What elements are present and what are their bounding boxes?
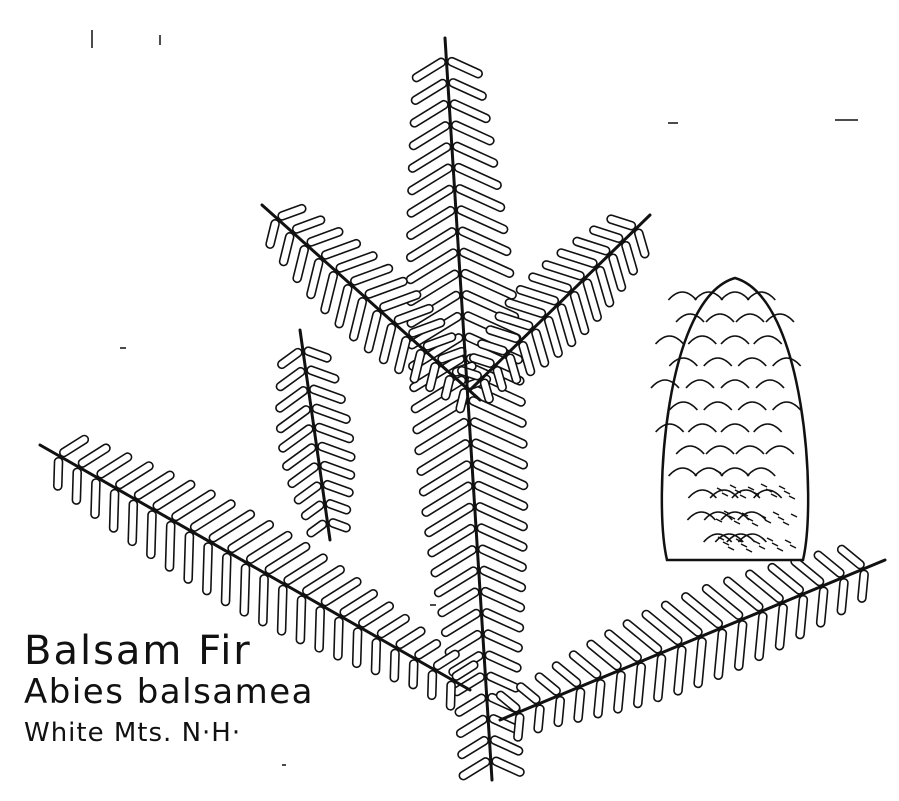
needle: [837, 578, 848, 614]
needle: [674, 646, 687, 695]
needle: [531, 328, 549, 367]
needle: [58, 434, 90, 458]
scientific-name-label: Abies balsamea: [24, 672, 315, 712]
needle: [621, 241, 638, 276]
needle: [551, 660, 582, 688]
needle: [72, 468, 81, 504]
needle: [325, 499, 352, 515]
needle: [456, 735, 489, 760]
needle: [300, 500, 325, 521]
needle: [54, 458, 63, 491]
needle: [589, 225, 624, 243]
needle: [277, 585, 286, 635]
needle: [395, 626, 427, 650]
needle: [303, 346, 332, 363]
needle: [77, 443, 112, 469]
needle: [279, 232, 295, 266]
needle: [306, 365, 340, 384]
needle: [485, 671, 521, 693]
needle: [109, 489, 118, 532]
needle: [694, 637, 707, 687]
needle: [165, 521, 174, 571]
needle: [606, 214, 636, 231]
needle: [608, 253, 626, 292]
needle: [654, 654, 666, 702]
needle: [796, 595, 808, 639]
needle: [428, 671, 437, 700]
needle: [574, 688, 585, 723]
needle: [448, 78, 488, 102]
needle: [734, 621, 747, 671]
cone-outline: [662, 278, 808, 560]
needle: [322, 480, 354, 498]
needle: [328, 518, 351, 533]
needle: [364, 310, 382, 353]
needle: [714, 629, 727, 680]
needle: [614, 671, 626, 713]
needle: [483, 629, 524, 653]
needle: [277, 204, 307, 221]
needle: [334, 617, 343, 660]
needle: [240, 564, 250, 616]
needle: [371, 639, 380, 675]
fir-cone-icon: [651, 278, 808, 560]
needle: [454, 693, 487, 718]
needle: [477, 339, 508, 356]
needle: [409, 660, 418, 689]
needle: [306, 258, 323, 299]
needle: [276, 347, 303, 370]
needle: [633, 663, 645, 708]
upper-right-branch-stem: [470, 215, 650, 390]
needle: [446, 681, 455, 710]
needle: [557, 303, 577, 347]
needle: [775, 604, 787, 650]
needle: [128, 500, 137, 545]
needle: [184, 532, 194, 583]
needle: [311, 403, 351, 424]
needle: [446, 56, 483, 79]
needle: [334, 284, 352, 328]
needle: [376, 613, 411, 639]
needle: [379, 323, 396, 364]
needle: [314, 422, 354, 443]
needle: [534, 705, 545, 733]
cone-scale: [668, 292, 696, 300]
needle: [317, 441, 356, 462]
needle: [836, 544, 866, 570]
needle: [441, 375, 455, 401]
needle: [394, 336, 411, 374]
needle: [292, 215, 326, 234]
needle: [594, 680, 606, 718]
needle: [458, 756, 491, 781]
needle: [491, 756, 525, 777]
needle: [349, 297, 367, 342]
needle: [449, 99, 491, 124]
needle: [259, 575, 269, 626]
needle: [147, 511, 156, 559]
needle: [413, 638, 441, 660]
needle: [91, 479, 100, 518]
needle: [320, 271, 338, 314]
needle: [582, 278, 602, 322]
needle: [353, 628, 362, 667]
cone-scale: [656, 336, 684, 344]
needle: [534, 671, 562, 696]
needle: [390, 649, 399, 682]
needle: [595, 266, 614, 308]
needle: [816, 587, 828, 627]
needle: [858, 570, 869, 602]
needle: [292, 245, 309, 283]
needle: [755, 612, 767, 661]
needle: [455, 714, 488, 739]
needle: [544, 316, 563, 358]
needle: [309, 384, 347, 404]
needle: [320, 461, 356, 481]
needle: [296, 596, 305, 644]
needle: [221, 553, 231, 605]
needle: [315, 607, 324, 652]
needle: [515, 681, 541, 705]
lower-right-branch-stem: [500, 560, 885, 720]
needle: [554, 696, 565, 726]
needle: [572, 236, 611, 255]
needle: [321, 239, 362, 260]
needle: [306, 519, 328, 538]
needle: [484, 650, 522, 673]
needle: [265, 219, 280, 249]
needle: [634, 228, 650, 258]
locality-label: White Mts. N·H·: [24, 718, 242, 748]
needle: [514, 713, 525, 741]
common-name-label: Balsam Fir: [24, 628, 252, 674]
needle: [203, 543, 213, 595]
needle: [306, 227, 344, 247]
